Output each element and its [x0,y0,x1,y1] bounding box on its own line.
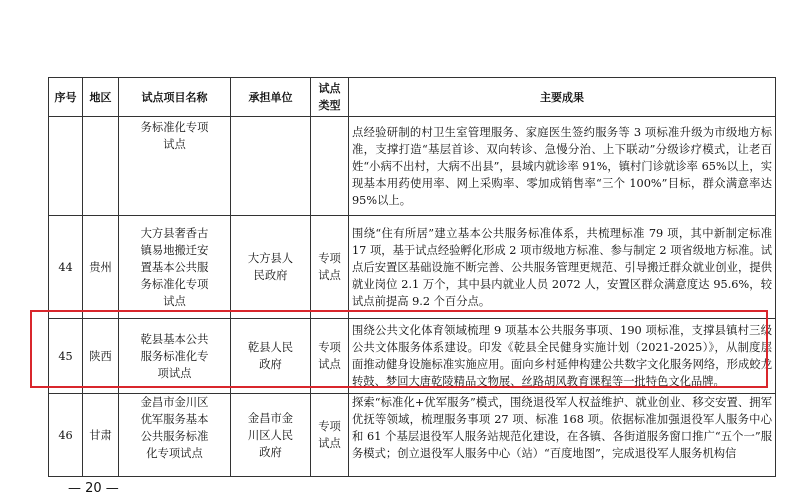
cell-region: 甘肃 [83,394,119,477]
cell-type [311,117,349,216]
header-cell-type: 试点 类型 [311,78,349,117]
header-cell-unit: 承担单位 [231,78,311,117]
cell-result: 探索“标准化+优军服务”模式，围绕退役军人权益维护、就业创业、移交安置、拥军优抚等领域，梳理服务事项 27 项、标准 168 项。依据标准加强退役军人服务中心和 61 个基层退役军人服务站规范化建设，在各镇、各街道服务窗口推广“五个一”服务模式；创立退役军人服务中心（站）“百度地图”，完成退役军人服务机构信 [349,394,776,477]
cell-unit: 大方县人 民政府 [231,216,311,319]
cell-project: 乾县基本公共 服务标准化专 项试点 [119,319,231,394]
page-number: — 20 — [68,481,119,496]
header-cell-no: 序号 [49,78,83,117]
cell-region: 贵州 [83,216,119,319]
table-row [49,394,776,477]
cell-no: 46 [49,394,83,477]
pilot-results-table [48,77,776,477]
table-row [49,319,776,394]
header-cell-region: 地区 [83,78,119,117]
table-header-row [49,78,776,117]
cell-no: 44 [49,216,83,319]
cell-region [83,117,119,216]
cell-no: 45 [49,319,83,394]
cell-unit: 乾县人民 政府 [231,319,311,394]
cell-project: 务标准化专项 试点 [119,117,231,216]
cell-result: 围绕公共文化体育领域梳理 9 项基本公共服务事项、190 项标准，支撑县镇村三级公共文体服务体系建设。印发《乾县全民健身实施计划（2021-2025）》，从制度层面推动健身设施标准实施应用。面向乡村延伸构建公共数字文化服务网络，形成蛟龙转鼓、梦回大唐乾陵精品文物展、丝路胡风教育课程等一批特色文化品牌。 [349,319,776,394]
cell-result: 点经验研制的村卫生室管理服务、家庭医生签约服务等 3 项标准升级为市级地方标准，支撑打造“基层首诊、双向转诊、急慢分治、上下联动”分级诊疗模式，让老百姓“小病不出村，大病不出县”，县域内就诊率 91%，镇村门诊就诊率 65%以上，实现基本用药使用率、网上采购率、零加成销售率“三个 100%”目标，群众满意率达 95%以上。 [349,117,776,216]
table-row [49,117,776,216]
cell-type: 专项 试点 [311,216,349,319]
cell-no [49,117,83,216]
cell-result: 围绕“住有所居”建立基本公共服务标准体系，共梳理标准 79 项，其中新制定标准 17 项，基于试点经验孵化形成 2 项市级地方标准、参与制定 2 项省级地方标准。试点后安置区基础设施不断完善、公共服务管理更规范、引导搬迁群众就业创业，提供就业岗位 2.1 万个，其中县内就业人员 2072 人，安置区群众满意度达 95.6%，较试点前提高 9.2 个百分点。 [349,216,776,319]
cell-project: 大方县奢香古 镇易地搬迁安 置基本公共服 务标准化专项 试点 [119,216,231,319]
cell-project: 金昌市金川区 优军服务基本 公共服务标准 化专项试点 [119,394,231,477]
header-cell-result: 主要成果 [349,78,776,117]
cell-type: 专项 试点 [311,394,349,477]
header-cell-project: 试点项目名称 [119,78,231,117]
cell-region: 陕西 [83,319,119,394]
table-row [49,216,776,319]
cell-unit [231,117,311,216]
cell-unit: 金昌市金 川区人民 政府 [231,394,311,477]
cell-type: 专项 试点 [311,319,349,394]
